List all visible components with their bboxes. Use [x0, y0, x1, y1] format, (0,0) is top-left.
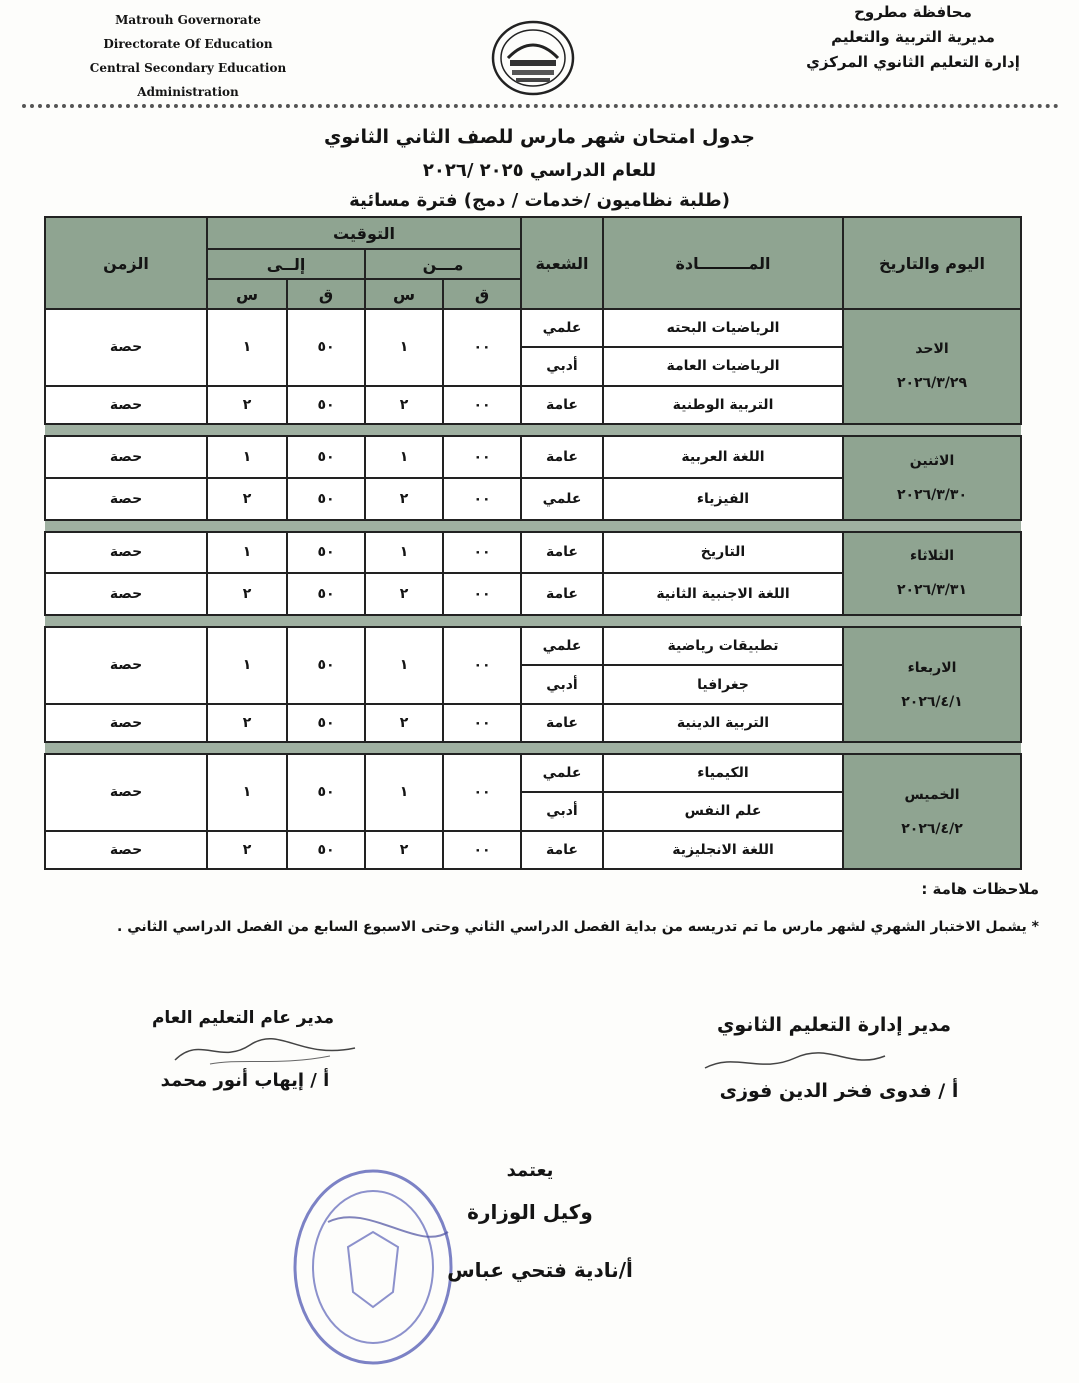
- from-min-cell: ٠٠: [443, 436, 521, 478]
- to-hour-cell: ١: [207, 532, 287, 574]
- duration-cell: حصة: [45, 754, 207, 831]
- header-timing: التوقيت: [207, 217, 521, 249]
- day-name: الاحد: [915, 341, 949, 358]
- from-hour-cell: ٢: [365, 704, 443, 742]
- branch-cell: علمي: [521, 309, 603, 347]
- header-en-line-2: Directorate Of Education: [103, 37, 273, 51]
- header-to-hour: س: [207, 279, 287, 309]
- subject-cell: اللغة العربية: [603, 436, 843, 478]
- from-min-cell: ٠٠: [443, 309, 521, 386]
- header-branch: الشعبة: [521, 217, 603, 309]
- to-min-cell: ٥٠: [287, 309, 365, 386]
- secondary-education-director-title: مدير إدارة التعليم الثانوي: [716, 1014, 951, 1036]
- header-divider: [22, 104, 1059, 108]
- table-row: [45, 532, 1021, 574]
- subject-cell: التاريخ: [603, 532, 843, 574]
- notes-body: * يشمل الاختبار الشهري لشهر مارس ما تم تدريسه من بداية الفصل الدراسي الثاني وحتى الاسبوع السابع من الفصل الدراسي الثاني .: [117, 919, 1039, 935]
- from-hour-cell: ٢: [365, 478, 443, 520]
- table-row: [45, 627, 1021, 665]
- to-min-cell: ٥٠: [287, 386, 365, 424]
- header-english: [38, 8, 338, 104]
- from-hour-cell: ١: [365, 436, 443, 478]
- branch-cell: عامة: [521, 704, 603, 742]
- exam-date: ٢٠٢٦/٣/٣٠: [896, 486, 968, 503]
- day-name: الخميس: [904, 786, 960, 803]
- from-hour-cell: ١: [365, 627, 443, 704]
- to-min-cell: ٥٠: [287, 532, 365, 574]
- header-day-date: اليوم والتاريخ: [843, 217, 1021, 309]
- header-duration: الزمن: [45, 217, 207, 309]
- header-from-min: ق: [443, 279, 521, 309]
- subject-cell: تطبيقات رياضية: [603, 627, 843, 665]
- header-subject: المـــــــــادة: [603, 217, 843, 309]
- exam-date: ٢٠٢٦/٣/٣١: [896, 582, 968, 599]
- from-min-cell: ٠٠: [443, 573, 521, 615]
- signature-scribble-icon: [170, 1030, 360, 1070]
- branch-cell: علمي: [521, 627, 603, 665]
- day-date-cell: [843, 754, 1021, 869]
- branch-cell: عامة: [521, 532, 603, 574]
- from-hour-cell: ٢: [365, 386, 443, 424]
- notes-heading: ملاحظات هامة :: [921, 880, 1039, 898]
- duration-cell: حصة: [45, 309, 207, 386]
- subject-cell: التربية الدينية: [603, 704, 843, 742]
- duration-cell: حصة: [45, 436, 207, 478]
- day-separator-cell: [45, 742, 1021, 754]
- to-min-cell: ٥٠: [287, 704, 365, 742]
- day-separator: [45, 615, 1021, 627]
- from-min-cell: ٠٠: [443, 478, 521, 520]
- exam-date: ٢٠٢٦/٤/١: [901, 693, 963, 710]
- student-category: (طلبة نظاميون /خدمات / دمج) فترة مسائية: [349, 190, 730, 211]
- to-hour-cell: ٢: [207, 831, 287, 869]
- to-min-cell: ٥٠: [287, 436, 365, 478]
- header-en-line-1: Matrouh Governorate: [115, 13, 261, 27]
- table-row: [45, 436, 1021, 478]
- to-hour-cell: ١: [207, 754, 287, 831]
- duration-cell: حصة: [45, 704, 207, 742]
- subject-cell: جغرافيا: [603, 665, 843, 703]
- ministry-deputy-title: وكيل الوزارة: [467, 1200, 593, 1224]
- subject-cell: الرياضيات العامة: [603, 347, 843, 385]
- day-date-cell: [843, 309, 1021, 424]
- header-to-min: ق: [287, 279, 365, 309]
- from-min-cell: ٠٠: [443, 627, 521, 704]
- branch-cell: عامة: [521, 573, 603, 615]
- subject-cell: الكيمياء: [603, 754, 843, 792]
- subject-cell: التربية الوطنية: [603, 386, 843, 424]
- header-arabic: [783, 0, 1043, 75]
- duration-cell: حصة: [45, 627, 207, 704]
- to-hour-cell: ٢: [207, 573, 287, 615]
- subject-cell: اللغة الانجليزية: [603, 831, 843, 869]
- to-hour-cell: ٢: [207, 386, 287, 424]
- branch-cell: عامة: [521, 436, 603, 478]
- to-min-cell: ٥٠: [287, 478, 365, 520]
- approval-label: يعتمد: [506, 1160, 554, 1181]
- header-from: مـــن: [365, 249, 521, 279]
- header-from-hour: س: [365, 279, 443, 309]
- to-min-cell: ٥٠: [287, 831, 365, 869]
- subject-cell: اللغة الاجنبية الثانية: [603, 573, 843, 615]
- day-date-cell: [843, 627, 1021, 742]
- exam-date: ٢٠٢٦/٣/٢٩: [896, 375, 968, 392]
- day-date-cell: [843, 532, 1021, 616]
- from-hour-cell: ١: [365, 754, 443, 831]
- branch-cell: أدبي: [521, 347, 603, 385]
- subject-cell: الرياضيات البحته: [603, 309, 843, 347]
- header-ar-line-3: إدارة التعليم الثانوي المركزي: [806, 53, 1020, 71]
- header-ar-line-1: محافظة مطروح: [854, 3, 972, 21]
- table-row: [45, 309, 1021, 347]
- from-min-cell: ٠٠: [443, 704, 521, 742]
- subject-cell: الفيزياء: [603, 478, 843, 520]
- day-separator-cell: [45, 520, 1021, 532]
- exam-date: ٢٠٢٦/٤/٢: [901, 820, 963, 837]
- day-separator-cell: [45, 424, 1021, 436]
- duration-cell: حصة: [45, 386, 207, 424]
- ministry-deputy-name: أ/نادية فتحي عباس: [447, 1258, 633, 1282]
- to-min-cell: ٥٠: [287, 627, 365, 704]
- branch-cell: أدبي: [521, 665, 603, 703]
- schedule-title: جدول امتحان شهر مارس للصف الثاني الثانوي: [324, 126, 755, 148]
- duration-cell: حصة: [45, 831, 207, 869]
- from-min-cell: ٠٠: [443, 831, 521, 869]
- day-name: الثلاثاء: [909, 548, 955, 565]
- duration-cell: حصة: [45, 532, 207, 574]
- day-name: الاثنين: [909, 452, 955, 469]
- from-min-cell: ٠٠: [443, 532, 521, 574]
- header-en-line-3: Central Secondary Education Administration: [89, 61, 287, 99]
- branch-cell: علمي: [521, 478, 603, 520]
- day-name: الاربعاء: [907, 659, 957, 676]
- general-education-director-title: مدير عام التعليم العام: [151, 1008, 335, 1028]
- to-hour-cell: ١: [207, 436, 287, 478]
- day-separator: [45, 742, 1021, 754]
- from-hour-cell: ١: [365, 532, 443, 574]
- header-to: إلــى: [207, 249, 365, 279]
- ministry-logo-icon: [488, 18, 578, 98]
- signature-scribble-icon: [700, 1044, 890, 1080]
- header-ar-line-2: مديرية التربية والتعليم: [831, 28, 995, 46]
- day-separator: [45, 424, 1021, 436]
- from-hour-cell: ١: [365, 309, 443, 386]
- to-hour-cell: ٢: [207, 478, 287, 520]
- to-min-cell: ٥٠: [287, 754, 365, 831]
- branch-cell: علمي: [521, 754, 603, 792]
- duration-cell: حصة: [45, 478, 207, 520]
- from-hour-cell: ٢: [365, 573, 443, 615]
- from-hour-cell: ٢: [365, 831, 443, 869]
- from-min-cell: ٠٠: [443, 754, 521, 831]
- table-row: [45, 754, 1021, 792]
- from-min-cell: ٠٠: [443, 386, 521, 424]
- day-separator-cell: [45, 615, 1021, 627]
- duration-cell: حصة: [45, 573, 207, 615]
- branch-cell: أدبي: [521, 792, 603, 830]
- secondary-education-director-name: أ / فدوى فخر الدين فوزى: [719, 1080, 959, 1102]
- to-hour-cell: ١: [207, 627, 287, 704]
- academic-year: للعام الدراسي ٢٠٢٥ /٢٠٢٦: [422, 160, 657, 181]
- exam-schedule-table: [44, 216, 1022, 870]
- day-separator: [45, 520, 1021, 532]
- day-date-cell: [843, 436, 1021, 520]
- general-education-director-name: أ / إيهاب أنور محمد: [160, 1070, 330, 1091]
- branch-cell: عامة: [521, 386, 603, 424]
- subject-cell: علم النفس: [603, 792, 843, 830]
- branch-cell: عامة: [521, 831, 603, 869]
- to-min-cell: ٥٠: [287, 573, 365, 615]
- to-hour-cell: ١: [207, 309, 287, 386]
- to-hour-cell: ٢: [207, 704, 287, 742]
